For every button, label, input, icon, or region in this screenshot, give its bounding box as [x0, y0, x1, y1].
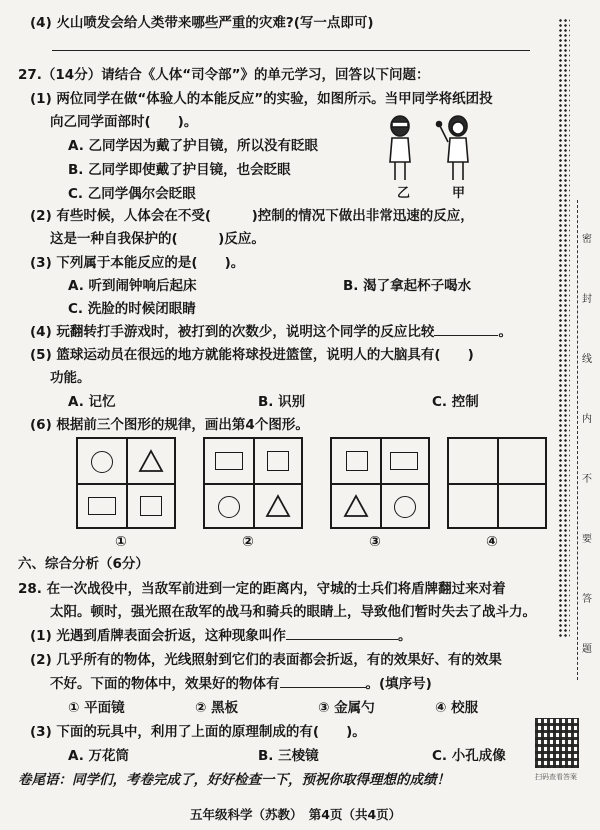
page-footer: 五年级科学（苏教） 第4页（共4页） [190, 807, 402, 822]
q28-s2-text: 不好。下面的物体中，效果好的物体有 [50, 676, 280, 692]
circle-shape [394, 496, 416, 518]
q28-s2-suffix: 。(填序号) [365, 676, 432, 692]
margin-char: 要 [582, 534, 592, 545]
q27-s2-line1: (2) 有些时候，人体会在不受( )控制的情况下做出非常迅速的反应， [30, 208, 474, 224]
q28-s3-option-c[interactable]: C. 小孔成像 [432, 748, 506, 764]
margin-char: 题 [582, 644, 592, 655]
q28-s2-line2 [50, 675, 432, 693]
q28-s3-option-a[interactable]: A. 万花筒 [68, 748, 130, 764]
q28-s2-line1: (2) 几乎所有的物体，光线照射到它们的表面都会折返，有的效果好、有的效果 [30, 652, 502, 668]
q28-s3: (3) 下面的玩具中，利用了上面的原理制成的有( )。 [30, 724, 366, 740]
triangle-shape [265, 494, 291, 518]
margin-char: 密 [582, 234, 592, 245]
pattern-grid-3 [330, 437, 430, 529]
q27-s3-option-b[interactable]: B. 渴了拿起杯子喝水 [343, 278, 472, 294]
circle-shape [218, 496, 240, 518]
grid-label-1: ① [115, 534, 127, 550]
q27-s5-line2: 功能。 [50, 370, 91, 386]
q27-s1-option-c[interactable]: C. 乙同学偶尔会眨眼 [68, 186, 196, 202]
q27-s6: (6) 根据前三个图形的规律，画出第4个图形。 [30, 417, 309, 433]
circle-shape [91, 451, 113, 473]
triangle-shape [343, 494, 369, 518]
q27-s5-option-b[interactable]: B. 识别 [258, 394, 306, 410]
q27-s1-line2: 向乙同学面部时( )。 [50, 114, 198, 130]
grid-label-3: ③ [369, 534, 381, 550]
q28-s2-option-2[interactable]: ② 黑板 [195, 700, 239, 716]
q28-s1-text: (1) 光遇到盾牌表面会折返，这种现象叫作 [30, 628, 286, 644]
q27-s5-option-c[interactable]: C. 控制 [432, 394, 479, 410]
q27-s1-option-b[interactable]: B. 乙同学即使戴了护目镜，也会眨眼 [68, 162, 291, 178]
q27-s5-line1: (5) 篮球运动员在很远的地方就能将球投进篮筐，说明人的大脑具有( ) [30, 347, 474, 363]
triangle-shape [138, 449, 164, 473]
square-shape [267, 451, 289, 471]
q28-s2-option-1[interactable]: ① 平面镜 [68, 700, 125, 716]
rectangle-shape [390, 452, 418, 470]
q27-s1-option-a[interactable]: A. 乙同学因为戴了护目镜，所以没有眨眼 [68, 138, 319, 154]
square-shape [140, 496, 162, 516]
q27-s2-line2: 这是一种自我保护的( )反应。 [50, 231, 265, 247]
margin-char: 不 [582, 474, 592, 485]
closing-note: 卷尾语：同学们，考卷完成了，好好检查一下，预祝你取得理想的成绩！ [18, 772, 450, 788]
figure-label-jia: 甲 [452, 186, 466, 201]
binding-margin [550, 0, 600, 830]
rectangle-shape [215, 452, 243, 470]
grid-label-2: ② [242, 534, 254, 550]
square-shape [346, 451, 368, 471]
q28-s2-blank[interactable] [280, 687, 366, 688]
pattern-grid-2 [203, 437, 303, 529]
figure-label-yi: 乙 [397, 186, 411, 201]
q27-title: 27.（14分）请结合《人体“司令部”》的单元学习，回答以下问题： [18, 67, 430, 83]
q28-intro-line2: 太阳。顿时，强光照在敌军的战马和骑兵的眼睛上，导致他们暂时失去了战斗力。 [50, 604, 536, 620]
margin-char: 封 [582, 294, 592, 305]
q28-s2-option-4[interactable]: ④ 校服 [435, 700, 479, 716]
pattern-grid-1 [76, 437, 176, 529]
grid-label-4: ④ [486, 534, 498, 550]
q27-s3-option-c[interactable]: C. 洗脸的时候闭眼睛 [68, 301, 196, 317]
section-6-heading: 六、综合分析（6分） [18, 556, 149, 572]
q28-s1-blank[interactable] [286, 639, 398, 640]
q28-intro-line1: 28. 在一次战役中，当敌军前进到一定的距离内，守城的士兵们将盾牌翻过来对着 [18, 581, 506, 597]
seal-line [577, 200, 578, 680]
answer-line[interactable] [52, 50, 530, 51]
qr-caption: 扫码查看答案 [535, 773, 577, 781]
margin-char: 内 [582, 414, 592, 425]
q28-s2-option-3[interactable]: ③ 金属勺 [318, 700, 375, 716]
q27-s4: (4) 玩翻转打手游戏时，被打到的次数少，说明这个同学的反应比较 。 [30, 324, 512, 340]
q27-s3-option-a[interactable]: A. 听到闹钟响后起床 [68, 278, 197, 294]
q27-s5-option-a[interactable]: A. 记忆 [68, 394, 116, 410]
students-figure [378, 112, 488, 184]
margin-char: 答 [582, 594, 592, 605]
q28-s1: (1) 光遇到盾牌表面会折返，这种现象叫作 。 [30, 628, 412, 644]
q27-s4-blank[interactable] [434, 335, 498, 336]
rectangle-shape [88, 497, 116, 515]
margin-char: 线 [582, 354, 592, 365]
q27-s3: (3) 下列属于本能反应的是( )。 [30, 255, 245, 271]
dot-strip [558, 18, 570, 638]
q27-s1-line1: (1) 两位同学在做“体验人的本能反应”的实验，如图所示。当甲同学将纸团投 [30, 91, 493, 107]
pattern-grid-4-answer[interactable] [447, 437, 547, 529]
q26-part4: (4) 火山喷发会给人类带来哪些严重的灾难?(写一点即可) [30, 15, 374, 31]
q28-s3-option-b[interactable]: B. 三棱镜 [258, 748, 319, 764]
q27-s4-text: (4) 玩翻转打手游戏时，被打到的次数少，说明这个同学的反应比较 [30, 324, 435, 340]
